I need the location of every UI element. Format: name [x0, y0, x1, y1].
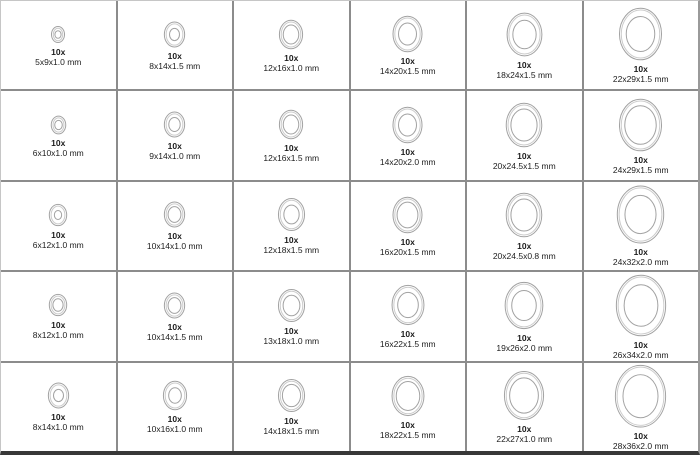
washer-cell [234, 1, 349, 89]
quantity-label: 10x [633, 64, 648, 75]
washer-ring-illustration [615, 184, 666, 245]
dimension-label: 10x16x1.0 mm [146, 424, 203, 435]
washer-ring-illustration [617, 6, 664, 62]
dimension-label: 22x27x1.0 mm [496, 434, 553, 445]
quantity-label: 10x [167, 50, 182, 61]
washer-ring-illustration [391, 105, 424, 145]
washer-ring-illustration [505, 11, 544, 58]
dimension-label: 28x36x2.0 mm [612, 441, 669, 451]
dimension-label: 6x12x1.0 mm [32, 239, 84, 250]
washer-cell [351, 363, 466, 451]
dimension-label: 5x9x1.0 mm [35, 56, 82, 67]
quantity-label: 10x [400, 236, 415, 247]
washer-cell [584, 91, 699, 179]
washer-cell [467, 363, 582, 451]
quantity-label: 10x [517, 332, 532, 343]
dimension-label: 24x32x2.0 mm [612, 257, 669, 268]
washer-ring-illustration [162, 110, 187, 139]
quantity-label: 10x [167, 321, 182, 332]
washer-ring-illustration [161, 379, 189, 412]
quantity-label: 10x [51, 46, 66, 57]
dimension-label: 16x20x1.5 mm [379, 246, 436, 257]
washer-cell [351, 182, 466, 270]
washer-cell [118, 363, 233, 451]
dimension-label: 14x20x1.5 mm [379, 66, 436, 77]
quantity-label: 10x [284, 416, 299, 427]
quantity-label: 10x [167, 414, 182, 425]
dimension-label: 6x10x1.0 mm [32, 147, 84, 158]
washer-cell [584, 1, 699, 89]
quantity-label: 10x [517, 150, 532, 161]
dimension-label: 24x29x1.5 mm [612, 164, 669, 175]
washer-cell [1, 272, 116, 360]
washer-ring-illustration [49, 24, 67, 45]
washer-ring-illustration [46, 381, 71, 410]
quantity-label: 10x [517, 59, 532, 70]
quantity-label: 10x [400, 419, 415, 430]
dimension-label: 12x18x1.5 mm [263, 245, 320, 256]
dimension-label: 14x18x1.5 mm [263, 426, 320, 437]
washer-cell [234, 363, 349, 451]
washer-cell [584, 363, 699, 451]
dimension-label: 10x14x1.0 mm [146, 241, 203, 252]
dimension-label: 8x12x1.0 mm [32, 330, 84, 341]
quantity-label: 10x [51, 137, 66, 148]
washer-ring-illustration [47, 292, 69, 318]
quantity-label: 10x [517, 424, 532, 435]
washer-cell [351, 272, 466, 360]
washer-grid [1, 1, 698, 451]
washer-cell [118, 272, 233, 360]
quantity-label: 10x [167, 141, 182, 152]
quantity-label: 10x [284, 325, 299, 336]
washer-ring-illustration [614, 273, 668, 338]
washer-ring-illustration [390, 283, 426, 327]
washer-cell [584, 182, 699, 270]
washer-cell [467, 91, 582, 179]
washer-cell [234, 91, 349, 179]
quantity-label: 10x [633, 247, 648, 258]
washer-cell [351, 91, 466, 179]
quantity-label: 10x [400, 56, 415, 67]
washer-ring-illustration [47, 202, 69, 228]
quantity-label: 10x [633, 431, 648, 441]
quantity-label: 10x [284, 143, 299, 154]
washer-cell [234, 182, 349, 270]
washer-ring-illustration [502, 369, 546, 422]
washer-cell [584, 272, 699, 360]
dimension-label: 8x14x1.5 mm [149, 60, 201, 71]
washer-ring-illustration [504, 191, 544, 239]
washer-ring-illustration [276, 287, 307, 324]
washer-cell [467, 182, 582, 270]
dimension-label: 13x18x1.0 mm [263, 335, 320, 346]
dimension-label: 12x16x1.0 mm [263, 62, 320, 73]
quantity-label: 10x [633, 154, 648, 165]
washer-ring-illustration [391, 14, 424, 54]
quantity-label: 10x [51, 229, 66, 240]
washer-cell [118, 182, 233, 270]
washer-cell [1, 363, 116, 451]
quantity-label: 10x [633, 339, 648, 350]
quantity-label: 10x [284, 52, 299, 63]
washer-cell [118, 91, 233, 179]
washer-cell [467, 272, 582, 360]
dimension-label: 26x34x2.0 mm [612, 349, 669, 360]
quantity-label: 10x [51, 412, 66, 423]
washer-ring-illustration [277, 18, 305, 51]
washer-ring-illustration [49, 114, 68, 136]
dimension-label: 10x14x1.5 mm [146, 331, 203, 342]
washer-cell [118, 1, 233, 89]
dimension-label: 16x22x1.5 mm [379, 339, 436, 350]
quantity-label: 10x [51, 320, 66, 331]
dimension-label: 20x24.5x1.5 mm [492, 160, 556, 171]
washer-cell [1, 182, 116, 270]
dimension-label: 20x24.5x0.8 mm [492, 250, 556, 261]
dimension-label: 22x29x1.5 mm [612, 74, 669, 85]
washer-ring-illustration [391, 195, 424, 235]
washer-ring-illustration [504, 101, 544, 149]
washer-ring-illustration [390, 374, 426, 418]
washer-ring-illustration [162, 291, 187, 320]
dimension-label: 8x14x1.0 mm [32, 422, 84, 433]
washer-ring-illustration [276, 196, 307, 233]
dimension-label: 14x20x2.0 mm [379, 156, 436, 167]
quantity-label: 10x [517, 240, 532, 251]
quantity-label: 10x [284, 235, 299, 246]
washer-ring-illustration [617, 97, 664, 153]
dimension-label: 18x24x1.5 mm [496, 69, 553, 80]
washer-ring-illustration [162, 200, 187, 229]
washer-cell [1, 91, 116, 179]
washer-ring-illustration [276, 377, 307, 414]
washer-cell [1, 1, 116, 89]
washer-ring-illustration [277, 108, 305, 141]
washer-cell [467, 1, 582, 89]
washer-cell [234, 272, 349, 360]
washer-ring-illustration [612, 363, 669, 429]
dimension-label: 12x16x1.5 mm [263, 153, 320, 164]
washer-ring-illustration [162, 20, 187, 49]
quantity-label: 10x [400, 146, 415, 157]
quantity-label: 10x [167, 231, 182, 242]
dimension-label: 19x26x2.0 mm [496, 342, 553, 353]
dimension-label: 18x22x1.5 mm [379, 429, 436, 440]
washer-ring-illustration [503, 280, 545, 331]
quantity-label: 10x [400, 329, 415, 340]
washer-cell [351, 1, 466, 89]
dimension-label: 9x14x1.0 mm [149, 151, 201, 162]
